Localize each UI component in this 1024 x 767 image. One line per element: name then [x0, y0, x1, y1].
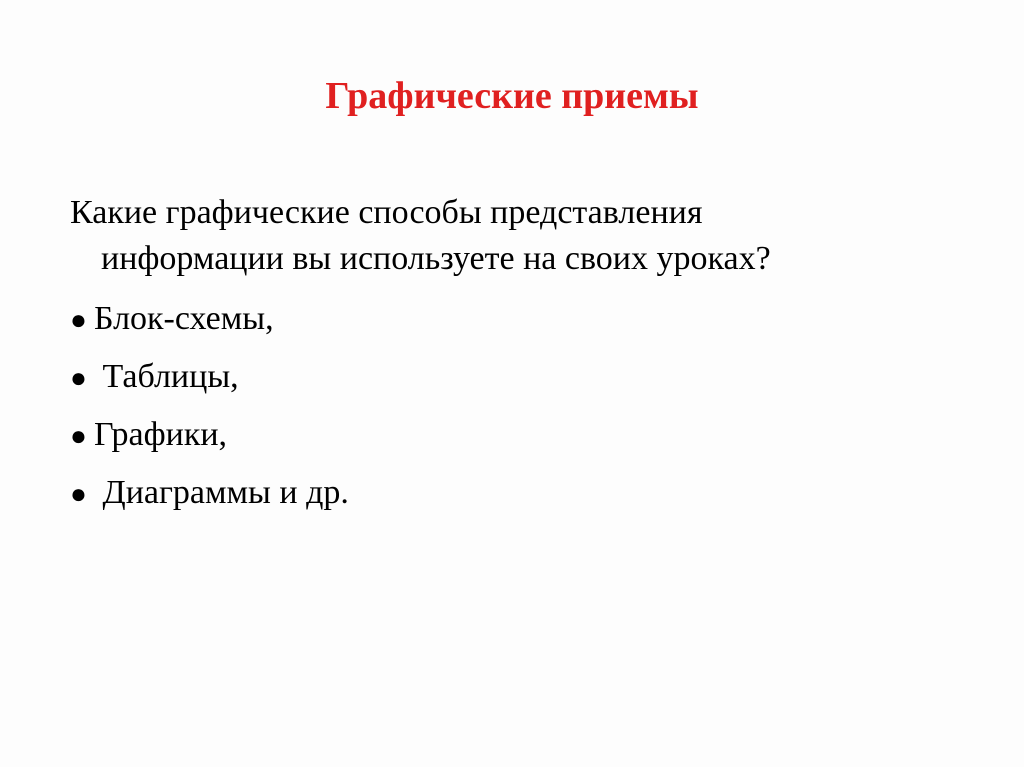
slide-title: Графические приемы [325, 75, 699, 117]
bullet-text: Графики, [94, 416, 228, 453]
bullet-text: Блок-схемы, [94, 300, 274, 337]
bullet-list [70, 290, 950, 522]
question-paragraph [70, 190, 950, 282]
bullet-text: Таблицы, [94, 358, 239, 395]
bullet-item-block-schemes [70, 290, 950, 348]
bullet-icon: ● [70, 363, 87, 394]
bullet-icon: ● [70, 479, 87, 510]
question-line-1: Какие графические способы представления [70, 194, 703, 231]
bullet-icon: ● [70, 305, 87, 336]
bullet-item-graphs [70, 406, 950, 464]
bullet-text: Диаграммы и др. [94, 474, 349, 511]
question-line-2: информации вы используете на своих уроках? [101, 240, 771, 277]
bullet-icon: ● [70, 421, 87, 452]
bullet-item-diagrams [70, 464, 950, 522]
bullet-item-tables [70, 348, 950, 406]
